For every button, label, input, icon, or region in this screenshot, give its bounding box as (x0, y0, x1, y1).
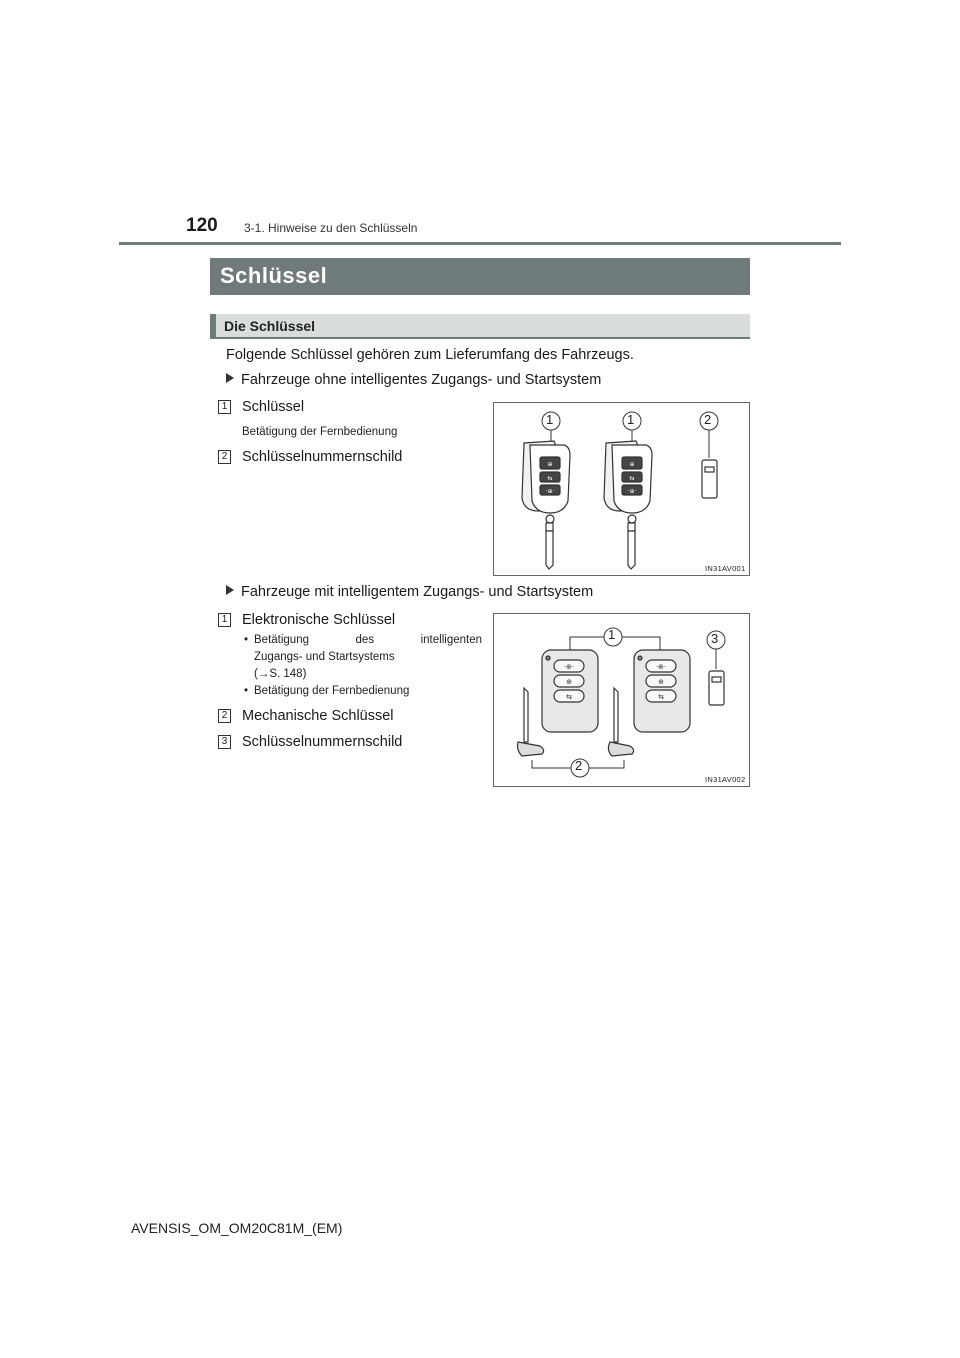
page-number: 120 (186, 215, 218, 236)
main-title: Schlüssel (210, 258, 750, 295)
figure2-callout-3: 3 (711, 631, 719, 646)
footer-document-code: AVENSIS_OM_OM20C81M_(EM) (131, 1220, 343, 1236)
svg-text:⊕: ⊕ (547, 461, 553, 468)
case1-item2-label: Schlüsselnummernschild (242, 449, 403, 465)
triangle-bullet-icon (226, 585, 234, 595)
bullet1-second-line: Zugangs- und Startsystems (254, 651, 395, 663)
bullet-dot-icon: • (244, 634, 249, 646)
svg-text:⇆: ⇆ (658, 693, 664, 701)
case2-item2-number: 2 (218, 709, 231, 723)
sub-title-accent (210, 314, 216, 337)
case1-heading (226, 372, 601, 388)
triangle-bullet-icon (226, 373, 234, 383)
figure1-callout-1a: 1 (546, 412, 554, 427)
svg-text:⇆: ⇆ (547, 475, 553, 482)
figure2-code: IN31AV002 (705, 775, 746, 784)
figure1-code: IN31AV001 (705, 564, 746, 573)
svg-text:·⊕·: ·⊕· (563, 663, 575, 671)
key-illustration (494, 403, 749, 575)
bullet1-first-line: Betätigung des intelligenten (254, 634, 482, 646)
bullet-item (242, 683, 482, 700)
header-rule (119, 242, 841, 245)
figure2-callout-1: 1 (608, 627, 616, 642)
case2-item3-number: 3 (218, 735, 231, 749)
svg-text:⇆: ⇆ (566, 693, 572, 701)
svg-text:⊕: ⊕ (658, 678, 664, 686)
case1-item1-label: Schlüssel (242, 399, 305, 415)
case2-item1-number: 1 (218, 613, 231, 627)
section-reference: 3-1. Hinweise zu den Schlüsseln (244, 221, 418, 235)
bullet1-page-ref: (→S. 148) (254, 668, 307, 680)
case1-heading-text: Fahrzeuge ohne intelligentes Zugangs- und Startsystem (241, 372, 602, 388)
case2-heading-text: Fahrzeuge mit intelligentem Zugangs- und Startsystem (241, 584, 594, 600)
case2-item1-bullets (242, 632, 482, 700)
case2-item1-label: Elektronische Schlüssel (242, 612, 396, 628)
figure1-callout-1b: 1 (627, 412, 635, 427)
bullet-dot-icon: • (244, 685, 249, 697)
intro-text: Folgende Schlüssel gehören zum Lieferumfang des Fahrzeugs. (226, 347, 634, 363)
figure1-callout-2: 2 (704, 412, 712, 427)
svg-text:⇆: ⇆ (629, 475, 635, 482)
svg-text:·⊕·: ·⊕· (655, 663, 667, 671)
sub-title: Die Schlüssel (224, 318, 316, 334)
case2-heading (226, 584, 593, 600)
bullet-item (242, 632, 482, 683)
svg-text:⊕: ⊕ (629, 461, 635, 468)
case1-item1-number: 1 (218, 400, 231, 414)
case1-item2-number: 2 (218, 450, 231, 464)
figure2-callout-2: 2 (575, 758, 583, 773)
figure-keys-standard (493, 402, 750, 576)
svg-text:⊕: ⊕ (566, 678, 572, 686)
svg-text:·⊕·: ·⊕· (545, 488, 555, 495)
case1-item1-note: Betätigung der Fernbedienung (242, 426, 398, 438)
bullet2-text: Betätigung der Fernbedienung (254, 685, 410, 697)
case2-item2-label: Mechanische Schlüssel (242, 708, 394, 724)
svg-text:·⊕·: ·⊕· (627, 488, 637, 495)
case2-item3-label: Schlüsselnummernschild (242, 734, 403, 750)
sub-title-bar (210, 314, 750, 339)
